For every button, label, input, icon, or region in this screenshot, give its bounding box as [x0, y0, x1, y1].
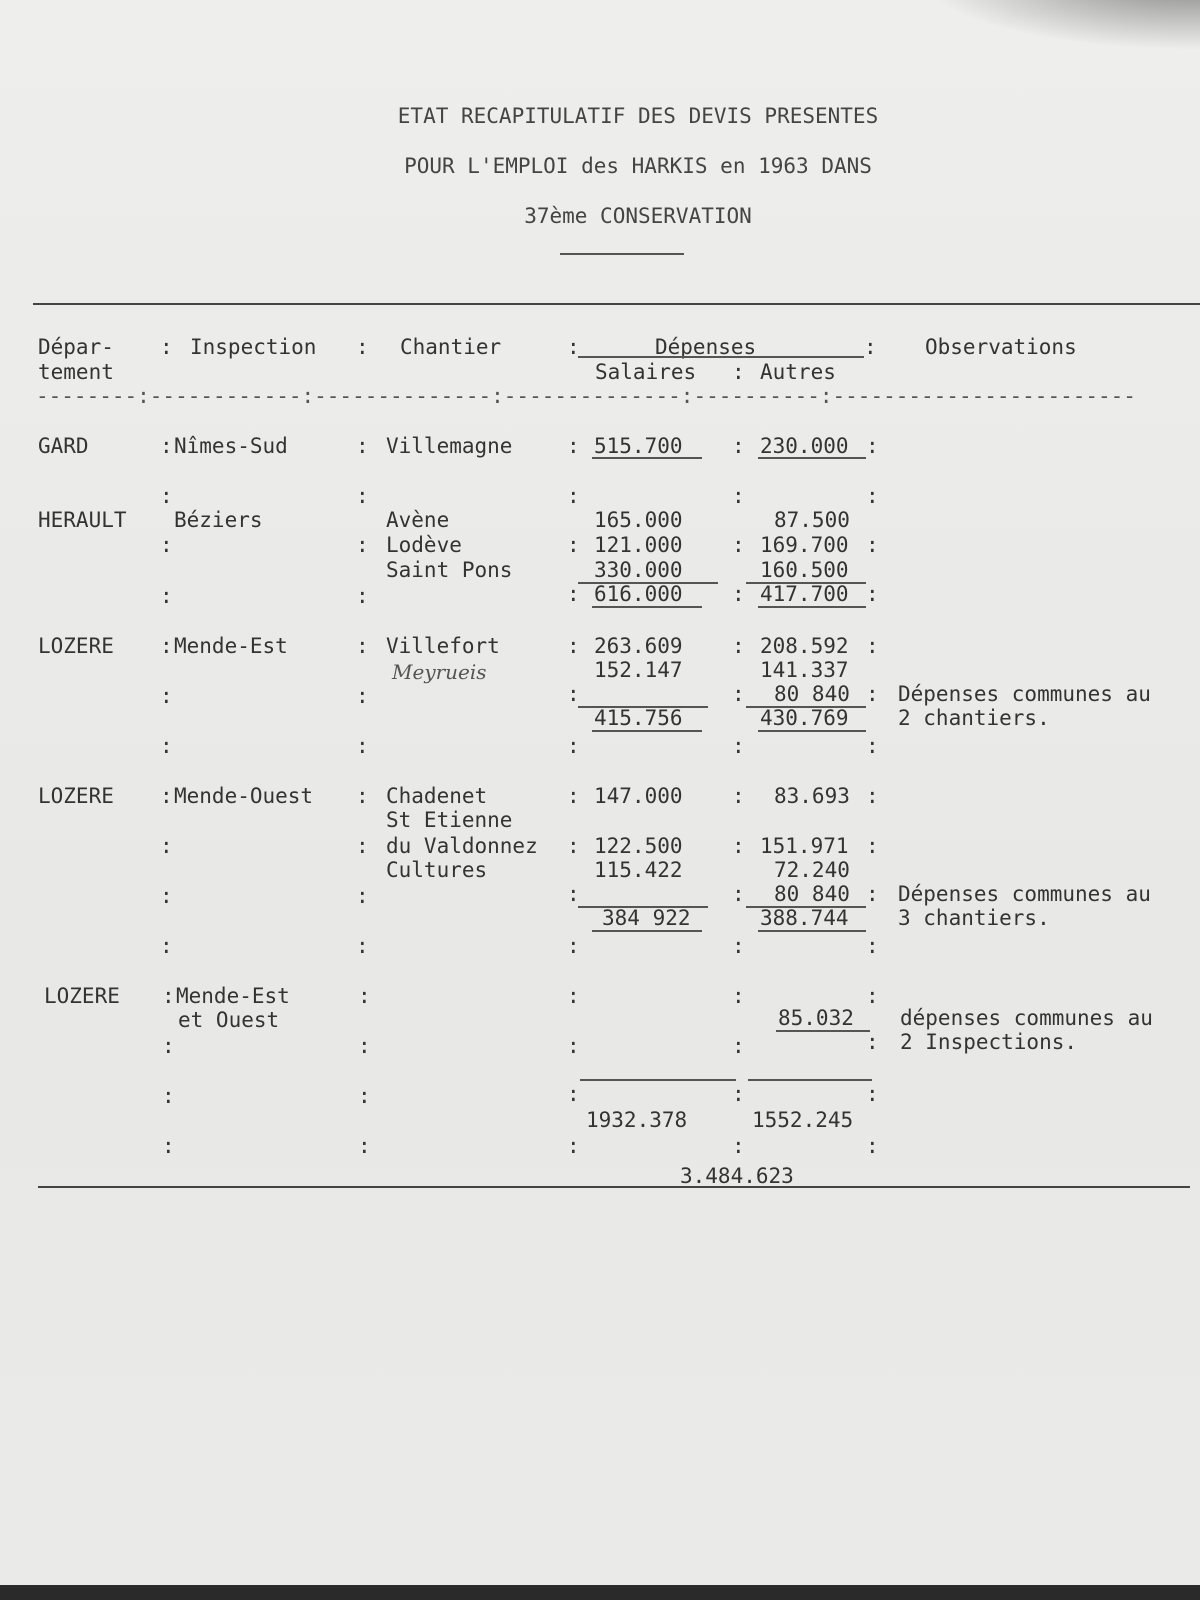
row-herault-departement: HERAULT: [38, 508, 127, 532]
totals-salaires: 1932.378: [586, 1108, 688, 1132]
row-lozere-1-inspection: Mende-Est: [174, 634, 288, 658]
row-sep: :: [732, 882, 745, 906]
row-lozere-1-departement: LOZERE: [38, 634, 114, 658]
row-sep: :: [567, 934, 580, 958]
row-lozere-2-chantier-1: Chadenet: [386, 784, 488, 808]
header-sep: :: [356, 335, 369, 359]
row-sep: :: [866, 634, 879, 658]
row-lozere-1-salaires-2: 152.147: [594, 658, 683, 682]
row-sep: :: [356, 484, 369, 508]
row-sep: :: [732, 634, 745, 658]
row-lozere-2-observation-1: Dépenses communes au: [898, 882, 1151, 906]
row-gard-sep: :: [356, 434, 369, 458]
row-lozere-2-chantier-3: du Valdonnez: [386, 834, 538, 858]
row-gard-autres: 230.000: [760, 434, 849, 458]
row-lozere-3-inspection-1: Mende-Est: [176, 984, 290, 1008]
row-herault-salaires-total-underline: [592, 606, 702, 608]
row-lozere-2-chantier-2: St Etienne: [386, 808, 513, 832]
row-lozere-1-observation-1: Dépenses communes au: [898, 682, 1151, 706]
row-herault-autres-total: 417.700: [760, 582, 849, 606]
row-sep: :: [356, 884, 369, 908]
title-line-2: POUR L'EMPLOI des HARKIS en 1963 DANS: [404, 154, 872, 178]
row-gard-chantier: Villemagne: [386, 434, 513, 458]
row-lozere-3-observation-1: dépenses communes au: [900, 1006, 1153, 1030]
row-sep: :: [866, 934, 879, 958]
row-sep: :: [356, 834, 369, 858]
row-sep: :: [160, 484, 173, 508]
header-sep: :: [160, 335, 173, 359]
row-lozere-2-chantier-4: Cultures: [386, 858, 488, 882]
row-sep: :: [356, 734, 369, 758]
row-lozere-3-inspection-2: et Ouest: [178, 1008, 280, 1032]
row-sep: :: [866, 834, 879, 858]
row-sep: :: [866, 1030, 879, 1054]
row-sep: :: [866, 1082, 879, 1106]
header-inspection: Inspection: [190, 335, 317, 359]
row-lozere-1-salaires-total: 415.756: [594, 706, 683, 730]
row-lozere-2-salaires-total: 384 922: [602, 906, 691, 930]
scan-shadow: [920, 0, 1200, 50]
title-underline: [560, 253, 684, 255]
row-lozere-1-autres-1: 208.592: [760, 634, 849, 658]
row-gard-autres-underline: [758, 457, 866, 459]
row-lozere-1-salaires-1: 263.609: [594, 634, 683, 658]
row-sep: :: [567, 1134, 580, 1158]
row-sep: :: [358, 1134, 371, 1158]
row-sep: :: [567, 734, 580, 758]
row-sep: :: [866, 533, 879, 557]
row-sep: :: [732, 582, 745, 606]
row-lozere-2-observation-2: 3 chantiers.: [898, 906, 1050, 930]
row-sep: :: [732, 734, 745, 758]
header-sep: :: [567, 335, 580, 359]
row-lozere-2-autres-total: 388.744: [760, 906, 849, 930]
row-herault-chantier-1: Avène: [386, 508, 450, 532]
row-lozere-1-chantier-1: Villefort: [386, 634, 500, 658]
row-sep: :: [567, 484, 580, 508]
row-lozere-2-departement: LOZERE: [38, 784, 114, 808]
row-sep: :: [732, 682, 745, 706]
row-herault-salaires-3: 330.000: [594, 558, 683, 582]
row-lozere-2-autres-3: 72.240: [774, 858, 850, 882]
row-lozere-1-autres-2: 141.337: [760, 658, 849, 682]
row-sep: :: [356, 533, 369, 557]
row-sep: :: [732, 984, 745, 1008]
row-herault-autres-1: 87.500: [774, 508, 850, 532]
row-sep: :: [866, 682, 879, 706]
row-gard-salaires-underline: [592, 457, 702, 459]
row-sep: :: [160, 533, 173, 557]
row-gard-inspection: Nîmes-Sud: [174, 434, 288, 458]
row-gard-departement: GARD: [38, 434, 89, 458]
row-sep: :: [356, 684, 369, 708]
row-sep: :: [160, 584, 173, 608]
header-depenses: Dépenses: [655, 335, 757, 359]
header-departement-1: Dépar-: [38, 335, 114, 359]
row-sep: :: [866, 882, 879, 906]
row-herault-salaires-2: 121.000: [594, 533, 683, 557]
row-sep: :: [567, 882, 580, 906]
row-herault-salaires-total: 616.000: [594, 582, 683, 606]
row-sep: :: [162, 1134, 175, 1158]
row-gard-sep: :: [160, 434, 173, 458]
row-sep: :: [866, 734, 879, 758]
row-sep: :: [162, 984, 175, 1008]
row-sep: :: [567, 582, 580, 606]
header-departement-2: tement: [38, 360, 114, 384]
row-sep: :: [358, 984, 371, 1008]
row-lozere-3-autres-underline: [776, 1030, 870, 1032]
row-sep: :: [732, 1034, 745, 1058]
grand-total: 3.484.623: [680, 1164, 794, 1188]
header-salaires: Salaires: [595, 360, 697, 384]
row-sep: :: [866, 484, 879, 508]
row-sep: :: [866, 784, 879, 808]
row-sep: :: [356, 584, 369, 608]
row-lozere-2-autres-2: 151.971: [760, 834, 849, 858]
row-sep: :: [356, 634, 369, 658]
header-sep: :: [732, 360, 745, 384]
row-herault-inspection: Béziers: [174, 508, 263, 532]
title-line-3: 37ème CONSERVATION: [524, 204, 752, 228]
row-sep: :: [866, 984, 879, 1008]
row-sep: :: [162, 1084, 175, 1108]
row-herault-autres-3: 160.500: [760, 558, 849, 582]
row-sep: :: [160, 884, 173, 908]
row-lozere-1-autres-total-underline: [758, 730, 866, 732]
row-lozere-1-chantier-2-handwritten: Meyrueis: [392, 660, 487, 684]
depenses-underline: [578, 356, 864, 358]
header-sep: :: [864, 335, 877, 359]
header-chantier: Chantier: [400, 335, 502, 359]
row-lozere-3-observation-2: 2 Inspections.: [900, 1030, 1078, 1054]
table-top-rule: [33, 303, 1200, 305]
row-herault-autres-2: 169.700: [760, 533, 849, 557]
row-sep: :: [866, 582, 879, 606]
row-lozere-2-inspection: Mende-Ouest: [174, 784, 314, 808]
row-herault-chantier-2: Lodève: [386, 533, 462, 557]
totals-autres-rule: [748, 1079, 872, 1081]
scan-bottom-edge: [0, 1585, 1200, 1600]
row-lozere-1-salaires-total-underline: [592, 730, 702, 732]
row-herault-chantier-3: Saint Pons: [386, 558, 513, 582]
row-herault-autres-total-underline: [758, 606, 866, 608]
row-sep: :: [356, 934, 369, 958]
header-separator-line: --------:------------:--------------:--------------:----------:------------------------: [36, 384, 1136, 408]
row-sep: :: [567, 533, 580, 557]
row-lozere-2-salaires-2: 122.500: [594, 834, 683, 858]
header-autres: Autres: [760, 360, 836, 384]
row-sep: :: [160, 784, 173, 808]
row-sep: :: [160, 834, 173, 858]
row-lozere-2-salaires-3: 115.422: [594, 858, 683, 882]
row-sep: :: [356, 784, 369, 808]
totals-salaires-rule: [580, 1079, 736, 1081]
row-sep: :: [567, 784, 580, 808]
header-observations: Observations: [925, 335, 1077, 359]
row-sep: :: [162, 1034, 175, 1058]
row-herault-salaires-1: 165.000: [594, 508, 683, 532]
row-lozere-2-autres-total-underline: [758, 930, 866, 932]
row-sep: :: [732, 484, 745, 508]
row-sep: :: [358, 1034, 371, 1058]
row-sep: :: [732, 533, 745, 557]
row-gard-sep: :: [866, 434, 879, 458]
row-lozere-2-autres-1: 83.693: [774, 784, 850, 808]
row-sep: :: [567, 682, 580, 706]
row-sep: :: [732, 934, 745, 958]
row-sep: :: [160, 934, 173, 958]
row-sep: :: [732, 834, 745, 858]
row-sep: :: [866, 1134, 879, 1158]
row-lozere-2-salaires-total-underline: [592, 930, 702, 932]
row-lozere-1-observation-2: 2 chantiers.: [898, 706, 1050, 730]
table-bottom-rule: [38, 1186, 1190, 1188]
row-sep: :: [567, 1034, 580, 1058]
row-sep: :: [567, 984, 580, 1008]
row-sep: :: [358, 1084, 371, 1108]
row-sep: :: [732, 1082, 745, 1106]
row-lozere-1-autres-total: 430.769: [760, 706, 849, 730]
row-sep: :: [160, 634, 173, 658]
row-lozere-3-autres-total: 85.032: [778, 1006, 854, 1030]
row-sep: :: [567, 634, 580, 658]
row-gard-salaires: 515.700: [594, 434, 683, 458]
row-lozere-2-salaires-1: 147.000: [594, 784, 683, 808]
row-lozere-1-autres-3: 80 840: [774, 682, 850, 706]
row-sep: :: [567, 834, 580, 858]
row-sep: :: [732, 1134, 745, 1158]
row-sep: :: [160, 734, 173, 758]
row-lozere-3-departement: LOZERE: [44, 984, 120, 1008]
row-sep: :: [160, 684, 173, 708]
row-sep: :: [732, 784, 745, 808]
row-sep: :: [567, 1082, 580, 1106]
row-gard-sep: :: [732, 434, 745, 458]
totals-autres: 1552.245: [752, 1108, 854, 1132]
row-lozere-2-autres-4: 80 840: [774, 882, 850, 906]
row-gard-sep: :: [567, 434, 580, 458]
title-line-1: ETAT RECAPITULATIF DES DEVIS PRESENTES: [397, 104, 879, 128]
